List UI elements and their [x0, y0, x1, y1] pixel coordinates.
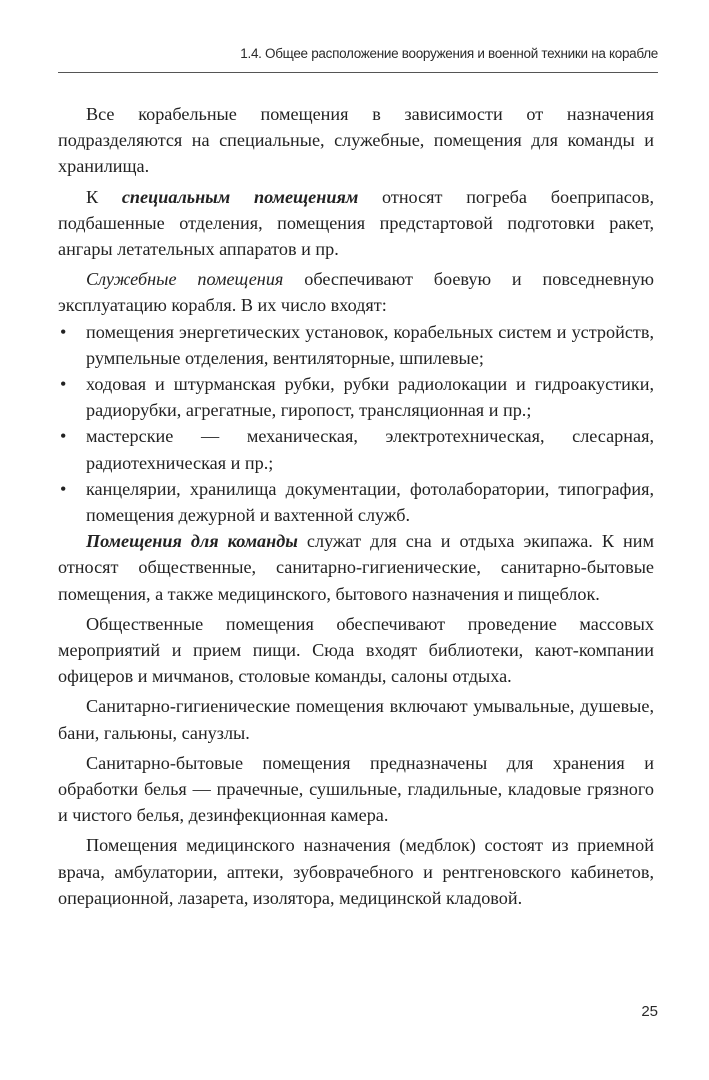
term-crew-rooms: Помещения для команды — [86, 531, 298, 552]
list-item — [58, 476, 654, 528]
paragraph-text: относят погреба боеприпасов, подбашенные отделения, помещения предстартовой подготовки ракет, ангары летательных аппаратов и пр. — [58, 186, 654, 260]
list-item-text: мастерские — механическая, электротехническая, слесарная, радиотехническая и пр.; — [86, 426, 654, 473]
bullet-icon: • — [60, 321, 67, 342]
paragraph-medical: Помещения медицинского назначения (медблок) состоят из приемной врача, амбулатории, аптеки, зубоврачебного и рентгеновского кабинетов, операционной, лазарета, изолятора, медицинской кладовой. — [58, 835, 654, 908]
paragraph-intro: Все корабельные помещения в зависимости от назначения подразделяются на специальные, служебные, помещения для команды и хранилища. — [58, 104, 654, 177]
list-item — [58, 319, 654, 371]
list-item — [58, 371, 654, 423]
list-item-text: канцелярии, хранилища документации, фотолаборатории, типография, помещения дежурной и вахтенной служб. — [86, 478, 654, 526]
paragraph-crew-rooms — [58, 528, 654, 607]
paragraph-special-rooms — [58, 184, 654, 263]
header-divider — [58, 72, 658, 73]
term-service-rooms: Служебные помещения — [86, 269, 284, 290]
running-header: 1.4. Общее расположение вооружения и военной техники на корабле — [240, 46, 658, 61]
list-item-text: ходовая и штурманская рубки, рубки радиолокации и гидроакустики, радиорубки, агрегатные, гиропост, трансляционная и пр.; — [86, 374, 654, 421]
bullet-icon: • — [60, 478, 67, 499]
paragraph-text: служат для сна и отдыха экипажа. К ним относят общественные, санитарно-гигиенические, санитарно-бытовые помещения, а также медицинского, бытового назначения и пищеблок. — [58, 531, 654, 604]
service-rooms-list — [58, 319, 654, 529]
bullet-icon: • — [60, 426, 67, 447]
paragraph-text: обеспечивают боевую и повседневную эксплуатацию корабля. В их число входят: — [58, 269, 654, 316]
page-body — [58, 101, 654, 911]
paragraph-public-rooms: Общественные помещения обеспечивают проведение массовых мероприятий и прием пищи. Сюда входят библиотеки, кают-компании офицеров и мичманов, столовые команды, салоны отдыха. — [58, 613, 654, 687]
paragraph-sanitary-hygienic: Санитарно-гигиенические помещения включают умывальные, душевые, бани, гальюны, санузлы. — [58, 696, 654, 743]
paragraph-sanitary-household: Санитарно-бытовые помещения предназначены для хранения и обработки белья — прачечные, сушильные, гладильные, кладовые грязного и чистого белья, дезинфекционная камера. — [58, 752, 654, 826]
paragraph-service-rooms — [58, 266, 654, 318]
list-item-text: помещения энергетических установок, корабельных систем и устройств, румпельные отделения, вентиляторные, шпилевые; — [86, 321, 654, 368]
list-item — [58, 423, 654, 475]
paragraph-lead-text: К — [86, 186, 122, 207]
bullet-icon: • — [60, 374, 67, 395]
page-number: 25 — [641, 1003, 658, 1020]
term-special-rooms: специальным помещениям — [121, 186, 359, 207]
